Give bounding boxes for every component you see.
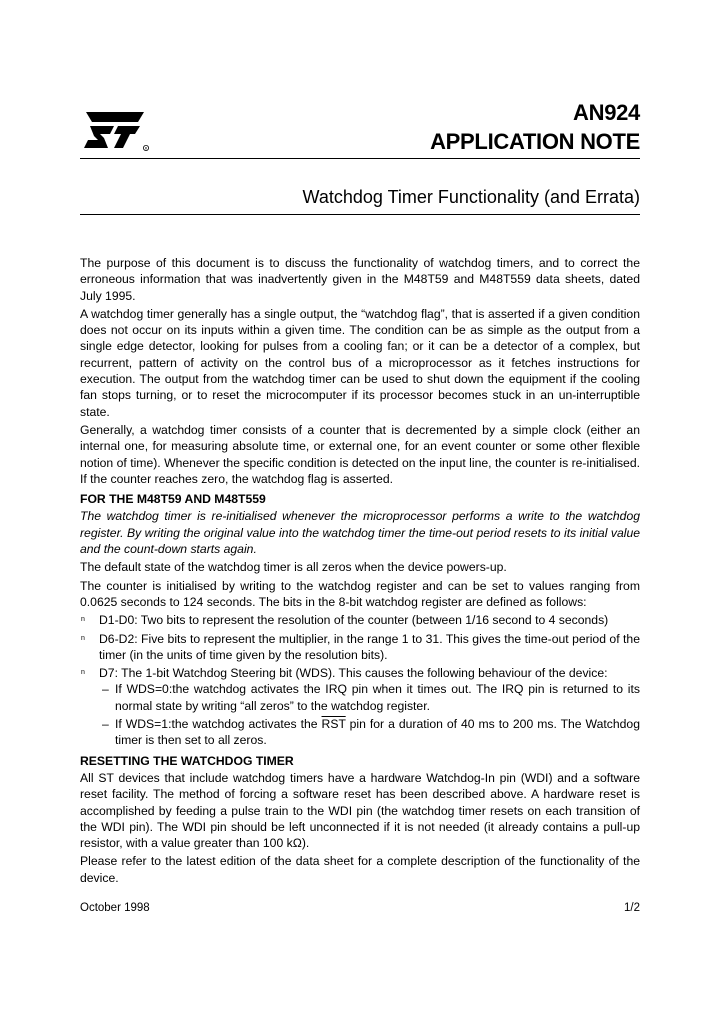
- intro-paragraph-1: The purpose of this document is to discuss the functionality of watchdog timers, and to correct the erroneous information that was inadvertently given in the M48T59 and M48T559 data sheets, dated July 1995.: [80, 256, 640, 303]
- sub-list-item: [99, 716, 640, 749]
- section1-italic-paragraph: The watchdog timer is re-initialised whenever the microprocessor performs a write to the watchdog register. By writing the original value into the watchdog timer the time-out period resets to its initial value and the count-down starts again.: [80, 509, 640, 557]
- section-heading-resetting: RESETTING THE WATCHDOG TIMER: [80, 753, 294, 768]
- document-title: Watchdog Timer Functionality (and Errata): [302, 187, 640, 207]
- sub-list-item-text-after: pin for a duration of 40 ms to 200 ms. The Watchdog timer is then set to all zeros.: [115, 717, 640, 748]
- section-heading-m48t59: FOR THE M48T59 AND M48T559: [80, 492, 266, 507]
- section1-counter-paragraph: The counter is initialised by writing to the watchdog register and can be set to values ranging from 0.0625 seconds to 124 seconds. The bits in the 8-bit watchdog register are defined as follows:: [80, 578, 640, 609]
- list-item: [80, 665, 640, 748]
- page-number: 1/2: [624, 902, 640, 914]
- bullet-icon: n: [81, 669, 85, 677]
- list-item: [80, 612, 640, 628]
- document-body: [80, 255, 640, 888]
- sub-list-item-text: If WDS=0:the watchdog activates the IRQ pin when it times out. The IRQ pin is returned to its normal state by writing “all zeros” to the watchdog register.: [115, 682, 640, 713]
- rst-pin-label: $\overline{RST}$: [321, 717, 346, 732]
- svg-text:R: R: [144, 146, 148, 151]
- intro-paragraph-2: A watchdog timer generally has a single output, the “watchdog flag”, that is asserted if a given condition does not occur on its inputs within a given time. The condition can be as simple as the output from a single edge detector, looking for pulses from a cooling fan; or it can be a detector of a complex, but recurrent, pattern of activity on the control bus of a microprocessor as it fetches instructions for execution. The output from the watchdog timer can be used to shut down the equipment if the cooling fan stops turning, or to reset the microcomputer if its processor becomes stuck in an un-interruptible state.: [80, 306, 640, 419]
- dash-icon: –: [102, 682, 109, 697]
- section1-default-paragraph: The default state of the watchdog timer is all zeros when the device powers-up.: [80, 560, 507, 575]
- section2-paragraph-1: All ST devices that include watchdog timers have a hardware Watchdog-In pin (WDI) and a software reset facility. The method of forcing a software reset has been described above. A hardware reset is accomplished by feeding a pulse train to the WDI pin (the watchdog timer resets on each transition of the WDI pin). The WDI pin should be left unconnected if it is not needed (it already contains a pull-up resistor, with a value greater than 100 kΩ).: [80, 770, 640, 851]
- dash-icon: –: [102, 717, 109, 732]
- intro-paragraph-3: Generally, a watchdog timer consists of a counter that is decremented by a simple clock (either an internal one, for measuring absolute time, or external one, for an event counter or some other flexible notion of time). Whenever the specific condition is detected on the input line, the counter is re-initialised. If the counter reaches zero, the watchdog flag is asserted.: [80, 422, 640, 486]
- list-item-text: D7: The 1-bit Watchdog Steering bit (WDS). This causes the following behaviour of the device:: [99, 666, 608, 681]
- bullet-icon: n: [81, 616, 85, 624]
- footer-date: October 1998: [80, 902, 150, 914]
- document-number: AN924: [573, 100, 640, 125]
- st-logo: [80, 108, 152, 154]
- bullet-icon: n: [81, 634, 85, 642]
- register-bit-list: [80, 612, 640, 748]
- section2-paragraph-2: Please refer to the latest edition of the data sheet for a complete description of the functionality of the device.: [80, 854, 640, 885]
- header-rule: [80, 158, 640, 159]
- list-item-text: D6-D2: Five bits to represent the multiplier, in the range 1 to 31. This gives the time-out period of the timer (in the units of time given by the resolution bits).: [99, 631, 640, 662]
- sub-list-item: [99, 681, 640, 714]
- list-item-text: D1-D0: Two bits to represent the resolution of the counter (between 1/16 second to 4 seconds): [99, 613, 609, 628]
- list-item: [80, 631, 640, 664]
- title-rule: [80, 214, 640, 215]
- sub-list-item-text-before: If WDS=1:the watchdog activates the: [115, 717, 322, 732]
- document-type: APPLICATION NOTE: [430, 129, 640, 154]
- wds-behaviour-list: [99, 681, 640, 748]
